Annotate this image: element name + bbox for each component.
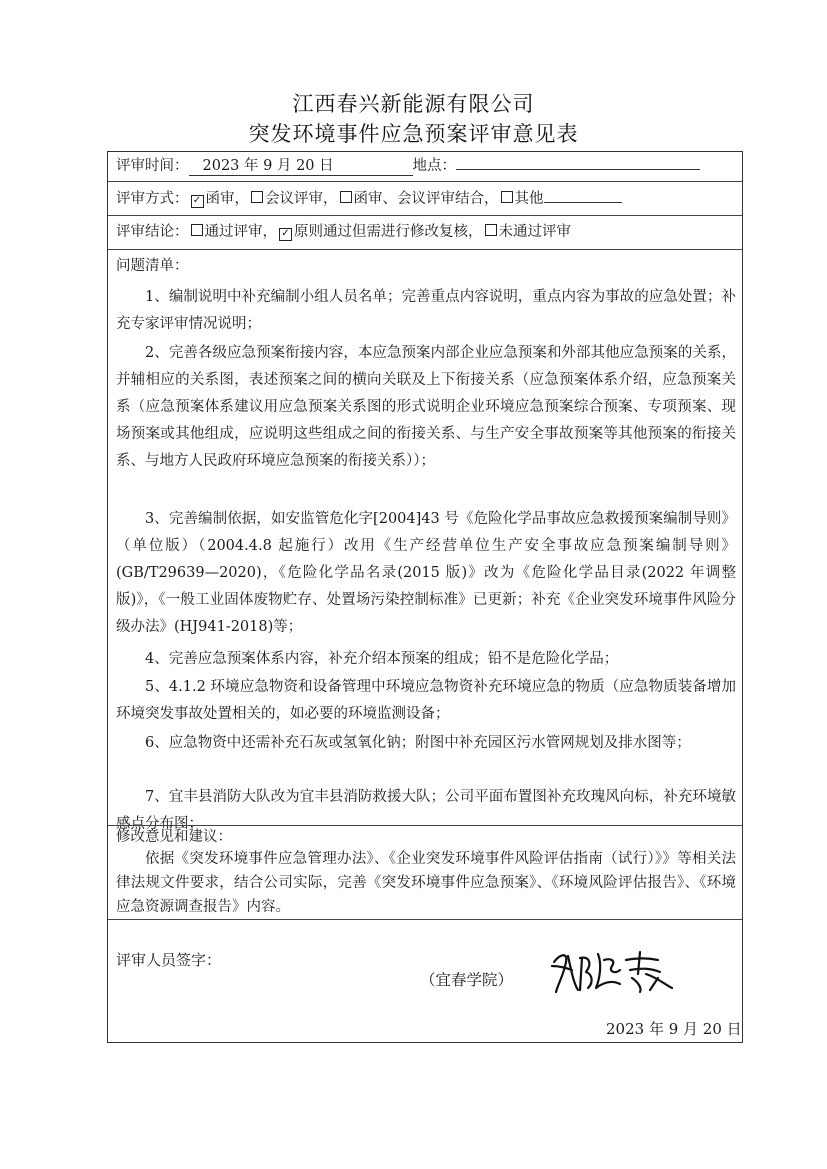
option-pass: 通过评审， <box>204 224 277 240</box>
suggestions-text: 依据《突发环境事件应急管理办法》、《企业突发环境事件风险评估指南（试行）》》等相关法律法规文件要求，结合公司实际，完善《突发环境事件应急预案》、《环境风险评估报告》、《环境应急资源调查报告》内容。 <box>116 851 736 915</box>
issue-item-1: 1、编制说明中补充编制小组人员名单；完善重点内容说明，重点内容为事故的应急处置；补充专家评审情况说明； <box>116 289 736 332</box>
issue-item-3: 3、完善编制依据，如安监管危化字[2004]43 号《危险化学品事故应急救援预案编制导则》（单位版）（2004.4.8 起施行）改用《生产经营单位生产安全事故应急预案编制导则》(GB/T29639—2020)，《危险化学品名录(2015 版)》改为《危险化学品目录(2022 年调整版)》，《一般工业固体废物贮存、处置场污染控制标准》已更新；补充《企业突发环境事件风险分级办法》(HJ941-2018)等； <box>116 511 736 635</box>
issue-item-7: 7、宜丰县消防大队改为宜丰县消防救援大队；公司平面布置图补充玫瑰风向标，补充环境敏感点分布图； <box>116 789 736 832</box>
divider <box>108 249 742 250</box>
company-title: 江西春兴新能源有限公司 <box>292 92 535 116</box>
issue-item-5: 5、4.1.2 环境应急物资和设备管理中环境应急物资补充环境应急的物质（应急物质装备增加环境突发事故处置相关的，如必要的环境监测设备； <box>116 679 736 722</box>
review-conclusion-label: 评审结论： <box>116 224 189 240</box>
option-combined-review: 函审、会议评审结合， <box>353 191 499 207</box>
option-other: 其他 <box>514 191 544 207</box>
review-method-label: 评审方式： <box>116 191 189 207</box>
divider <box>108 181 742 182</box>
issue-item-6: 6、应急物资中还需补充石灰或氢氧化钠；附图中补充园区污水管网规划及排水图等； <box>145 735 691 751</box>
review-time-value: 2023 年 9 月 20 日 <box>189 157 413 176</box>
review-time-row <box>116 155 736 177</box>
place-value <box>456 169 700 170</box>
checkbox-other[interactable] <box>501 191 513 203</box>
other-blank <box>544 202 622 203</box>
place-label: 地点： <box>412 158 456 174</box>
checkbox-meeting-review[interactable] <box>251 191 263 203</box>
option-conditional-pass: 原则通过但需进行修改复核， <box>294 224 483 240</box>
issues-heading: 问题清单： <box>116 258 189 274</box>
checkbox-combined-review[interactable] <box>340 191 352 203</box>
reviewer-organization: （宜春学院） <box>420 971 514 989</box>
suggestions-heading: 修改意见和建议： <box>116 829 232 845</box>
checkbox-conditional-pass-checked[interactable]: ✓ <box>279 228 292 241</box>
checkbox-letter-review-checked[interactable]: ✓ <box>191 195 204 208</box>
review-method-row <box>116 188 736 210</box>
option-letter-review: 函审， <box>205 191 249 207</box>
divider <box>108 919 742 920</box>
issue-item-2: 2、完善各级应急预案衔接内容，本应急预案内部企业应急预案和外部其他应急预案的关系，并辅相应的关系图，表述预案之间的横向关联及上下衔接关系（应急预案体系介绍，应急预案关系（应急预案体系建议用应急预案关系图的形式说明企业环境应急预案综合预案、专项预案、现场预案或其他组成，应说明这些组成之间的衔接关系、与生产安全事故预案等其他预案的衔接关系、与地方人民政府环境应急预案的衔接关系））； <box>116 345 736 469</box>
issue-item-4: 4、完善应急预案体系内容，补充介绍本预案的组成；铅不是危险化学品； <box>145 651 619 667</box>
reviewer-signature-label: 评审人员签字： <box>116 951 222 969</box>
review-conclusion-row <box>116 221 736 243</box>
review-time-label: 评审时间： <box>116 158 189 174</box>
form-title: 突发环境事件应急预案评审意见表 <box>248 122 579 146</box>
handwritten-signature <box>546 944 686 996</box>
review-form <box>107 151 743 1043</box>
divider <box>108 215 742 216</box>
option-fail: 未通过评审 <box>498 224 571 240</box>
signature-date: 2023 年 9 月 20 日 <box>606 1020 742 1038</box>
checkbox-fail[interactable] <box>485 224 497 236</box>
checkbox-pass[interactable] <box>191 224 203 236</box>
option-meeting-review: 会议评审， <box>265 191 338 207</box>
